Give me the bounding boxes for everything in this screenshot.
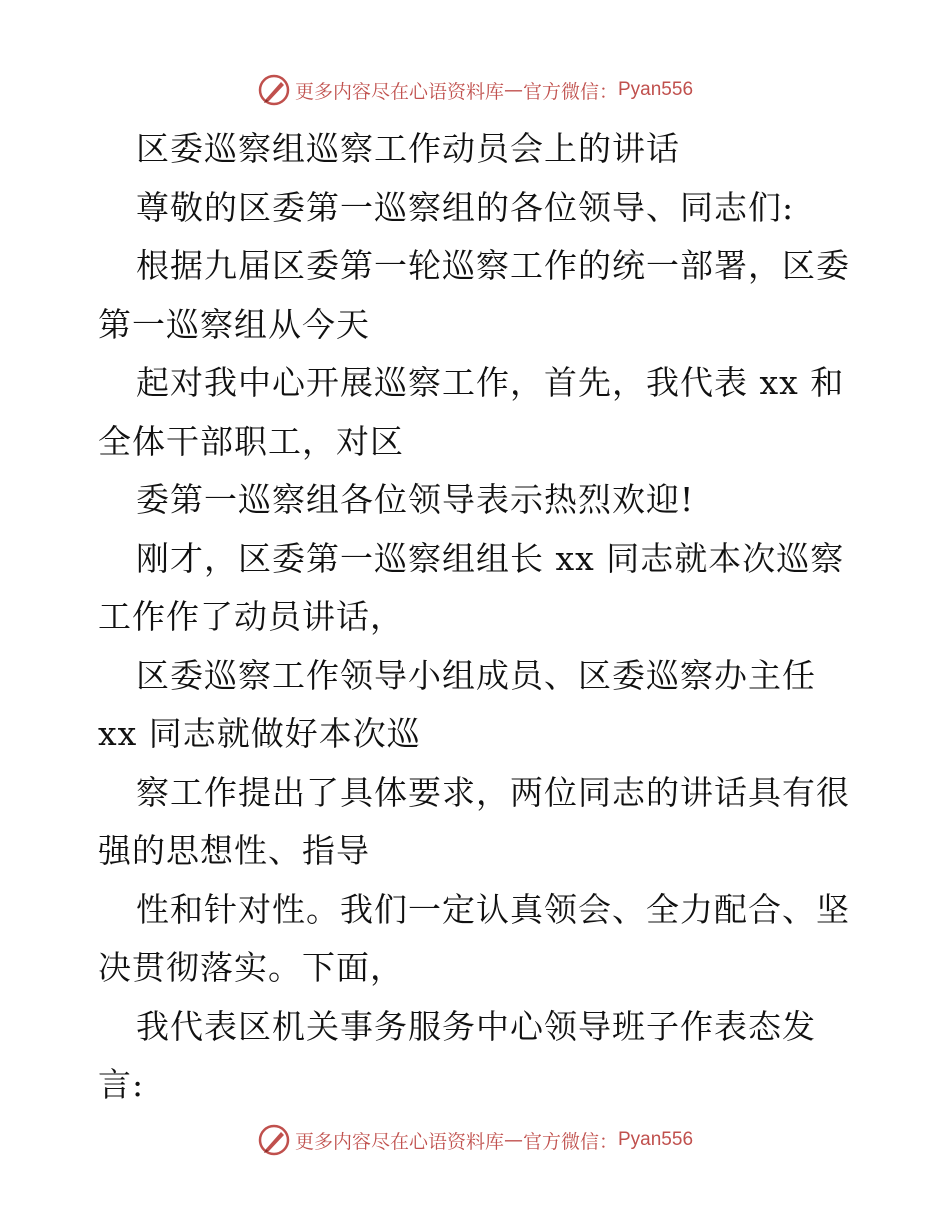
banner-wechat-id: Pyan556	[618, 1129, 694, 1150]
text-line: 尊敬的区委第一巡察组的各位领导、同志们:	[136, 187, 795, 227]
text-line: 起对我中心开展巡察工作，首先，我代表 xx 和	[136, 363, 845, 402]
text-line: 区委巡察组巡察工作动员会上的讲话	[136, 129, 680, 168]
footer-watermark-banner	[0, 1120, 950, 1160]
text-line: 决贯彻落实。下面，	[98, 948, 404, 987]
text-line: 察工作提出了具体要求，两位同志的讲话具有很	[136, 772, 850, 812]
quill-logo-icon	[257, 1123, 291, 1157]
banner-dash: —	[503, 79, 523, 101]
text-line: 我代表区机关事务服务中心领导班子作表态发	[136, 1006, 816, 1046]
text-line: 强的思想性、指导	[98, 831, 370, 870]
text-line: 区委巡察工作领导小组成员、区委巡察办主任	[136, 655, 816, 695]
document-body	[98, 120, 853, 1115]
text-line: 刚才，区委第一巡察组组长 xx 同志就本次巡察	[136, 538, 845, 578]
banner-wechat-label: 官方微信：	[522, 80, 618, 103]
quill-logo-icon	[257, 73, 291, 107]
text-line: 委第一巡察组各位领导表示热烈欢迎!	[136, 480, 695, 519]
header-watermark-banner	[0, 70, 950, 110]
text-line: xx 同志就做好本次巡	[98, 714, 421, 753]
banner-dash: —	[503, 1129, 523, 1151]
banner-text: 更多内容尽在心语资料库	[294, 80, 504, 103]
text-line: 第一巡察组从今天	[98, 304, 370, 344]
text-line: 根据九届区委第一轮巡察工作的统一部署，区委	[136, 246, 850, 285]
banner-wechat-id: Pyan556	[618, 79, 694, 100]
text-line: 全体干部职工，对区	[98, 421, 404, 461]
text-line: 工作作了动员讲话，	[98, 597, 404, 636]
banner-wechat-label: 官方微信：	[522, 1130, 618, 1153]
text-line: 性和针对性。我们一定认真领会、全力配合、坚	[136, 889, 850, 929]
banner-text: 更多内容尽在心语资料库	[294, 1130, 504, 1153]
text-line: 言:	[98, 1065, 145, 1104]
